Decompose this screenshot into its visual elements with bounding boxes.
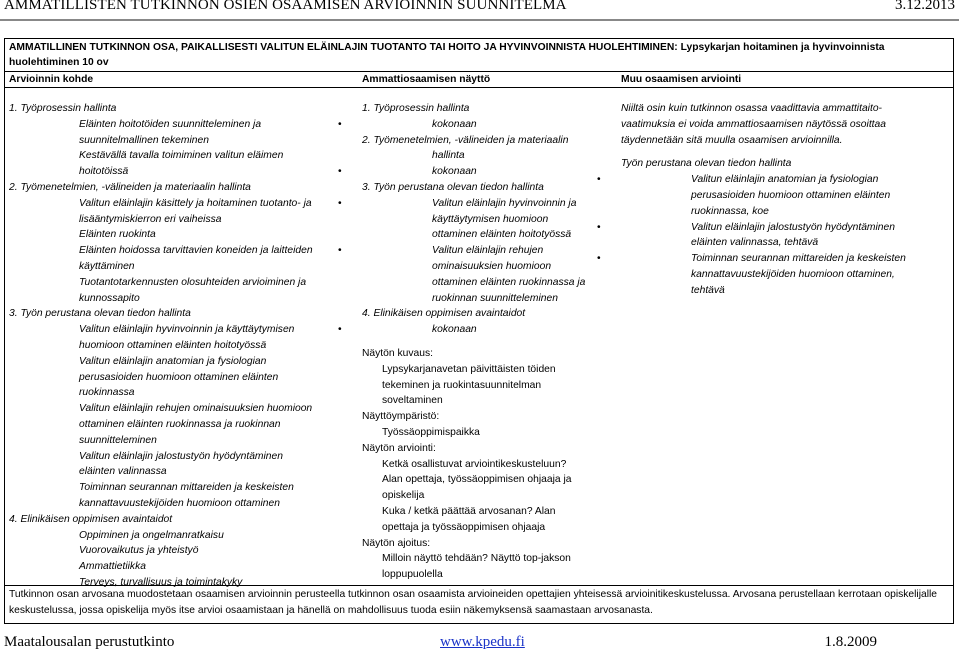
- assessment-table: [4, 38, 954, 624]
- list-item: hallinta: [432, 150, 465, 162]
- list-item: Niiltä osin kuin tutkinnon osassa vaadittavia ammattitaito-: [621, 103, 882, 114]
- list-item: ottaminen eläinten hoitotyössä: [432, 229, 572, 241]
- list-item: käyttäminen: [79, 260, 135, 272]
- list-item: [362, 338, 617, 346]
- list-item: käyttäytymisen huomioon: [432, 213, 549, 225]
- list-item: • kokonaan: [362, 164, 617, 180]
- list-item: ottaminen eläinten ruokinnassa ja ruokinnan: [79, 418, 281, 430]
- list-item: 3. Työn perustana olevan tiedon hallinta: [362, 181, 544, 193]
- list-item: suunnitteleminen: [79, 434, 157, 446]
- list-item: huomioon ottaminen eläinten hoitotyössä: [79, 339, 267, 351]
- list-item: ottaminen eläinten ruokinnassa ja: [432, 276, 586, 288]
- list-item: Näytön arviointi:: [362, 442, 436, 454]
- list-item: • Eläinten ruokinta: [9, 227, 349, 243]
- footer-link[interactable]: www.kpedu.fi: [440, 634, 525, 650]
- list-item: • Valitun eläinlajin rehujen ominaisuuksien huomioon: [9, 401, 349, 417]
- list-item: Lypsykarjanavetan päivittäisten töiden: [382, 363, 556, 375]
- list-item: eläinten valinnassa: [79, 466, 167, 478]
- page-header: [0, 0, 959, 16]
- list-item: Näytön ajoitus:: [362, 537, 431, 549]
- header-divider: [0, 19, 959, 21]
- list-item: perusasioiden huomioon ottaminen eläinten: [79, 371, 279, 383]
- list-item: ruokinnassa: [79, 387, 135, 399]
- list-item: ruokinnassa, koe: [691, 205, 769, 217]
- table-title: AMMATILLINEN TUTKINNON OSA, PAIKALLISESTI VALITUN ELÄINLAJIN TUOTANTO TAI HOITO JA HYVINVOINNISTA HUOLEHTIMINEN: Lypsykarjan hoitaminen ja hyvinvoinnista huolehtiminen 10 ov: [9, 42, 885, 68]
- col-header-target: Arvioinnin kohde: [9, 74, 94, 85]
- list-item: ruokinnan suunnitteleminen: [432, 292, 558, 304]
- list-item: suunnitelmallinen tekeminen: [79, 134, 209, 146]
- list-item: • Valitun eläinlajin käsittely ja hoitaminen tuotanto- ja: [9, 196, 349, 212]
- list-item: • Oppiminen ja ongelmanratkaisu: [9, 528, 349, 544]
- list-item: Näyttöympäristö:: [362, 411, 440, 423]
- list-item: Työssäoppimispaikka: [382, 426, 480, 438]
- list-item: tekeminen ja ruokintasuunnitelman: [382, 379, 542, 391]
- list-item: 1. Työprosessin hallinta: [362, 103, 470, 114]
- list-item: 4. Elinikäisen oppimisen avaintaidot: [9, 513, 173, 525]
- list-item: vaatimuksia ei voida ammattiosaamisen näytössä osoittaa: [621, 118, 886, 130]
- list-item: loppupuolella: [382, 569, 443, 581]
- list-item: • Valitun eläinlajin hyvinvoinnin ja käyttäytymisen: [9, 322, 349, 338]
- list-item: • kokonaan: [362, 117, 617, 133]
- footer-program: Maatalousalan perustutkinto: [4, 634, 175, 650]
- list-item: Näytön kuvaus:: [362, 347, 433, 359]
- list-item: opettaja ja työssäoppimisen ohjaaja: [382, 521, 546, 533]
- list-item: Kuka / ketkä päättää arvosanan? Alan: [382, 505, 556, 517]
- list-item: • Tuotantotarkennusten olosuhteiden arvioiminen ja: [9, 275, 349, 291]
- list-item: hoitotöissä: [79, 166, 129, 178]
- list-item: 4. Elinikäisen oppimisen avaintaidot: [362, 308, 526, 320]
- list-item: 2. Työmenetelmien, -välineiden ja materiaalin hallinta: [9, 181, 251, 193]
- list-item: • Valitun eläinlajin anatomian ja fysiologian: [9, 354, 349, 370]
- list-item: tehtävä: [691, 284, 725, 296]
- list-item: kannattavuustekijöiden huomioon ottaminen,: [691, 268, 895, 280]
- list-item: • Eläinten hoitotöiden suunnitteleminen ja: [9, 117, 349, 133]
- footer-date: 1.8.2009: [824, 634, 877, 650]
- divider: [5, 585, 953, 586]
- list-item: • Kestävällä tavalla toimiminen valitun eläimen: [9, 148, 349, 164]
- list-item: • Valitun eläinlajin jalostustyön hyödyntäminen: [9, 449, 349, 465]
- page-footer: [0, 632, 959, 656]
- divider: [5, 87, 953, 88]
- list-item: ominaisuuksien huomioon: [432, 260, 552, 272]
- list-item: • Eläinten hoidossa tarvittavien koneiden ja laitteiden: [9, 243, 349, 259]
- list-item: • Valitun eläinlajin jalostustyön hyödyntäminen: [621, 220, 951, 236]
- column-other: [621, 101, 951, 299]
- list-item: 2. Työmenetelmien, -välineiden ja materiaalin: [362, 134, 569, 146]
- list-item: • Ammattietiikka: [9, 559, 349, 575]
- list-item: • Valitun eläinlajin rehujen: [362, 243, 617, 259]
- list-item: 1. Työprosessin hallinta: [9, 103, 117, 114]
- list-item: 3. Työn perustana olevan tiedon hallinta: [9, 308, 191, 320]
- list-item: lisääntymiskierron eri vaiheissa: [79, 213, 222, 225]
- list-item: perusasioiden huomioon ottaminen eläinten: [691, 189, 891, 201]
- col-header-demonstration: Ammattiosaamisen näyttö: [362, 74, 491, 85]
- list-item: täydennetään sitä muulla osaamisen arvioinnilla.: [621, 134, 843, 146]
- list-item: • Toiminnan seurannan mittareiden ja keskeisten: [621, 251, 951, 267]
- list-item: Alan opettaja, työssäoppimisen ohjaaja ja: [382, 474, 572, 486]
- list-item: • Vuorovaikutus ja yhteistyö: [9, 543, 349, 559]
- divider: [5, 71, 953, 72]
- grading-note: Tutkinnon osan arvosana muodostetaan osaamisen arvioinnin perusteella tutkinnon osan osaamista arvioineiden opettajien yhteisessä arvioinitikeskustelussa. Arvosana perustellaan kerrotaan opiskelijalle keskustelussa, jossa opiskelija myös itse arvioi osaamistaan ja hänellä on mahdollisuus tuoda esiin näkemyksensä saamastaan arvosanasta.: [9, 589, 938, 616]
- list-item: eläinten valinnassa, tehtävä: [691, 237, 819, 249]
- header-date: 3.12.2013: [895, 0, 955, 13]
- list-item: • Terveys, turvallisuus ja toimintakyky: [9, 575, 349, 591]
- list-item: kunnossapito: [79, 292, 140, 304]
- column-target: [9, 101, 349, 591]
- list-item: opiskelija: [382, 490, 425, 502]
- list-item: • Valitun eläinlajin hyvinvoinnin ja: [362, 196, 617, 212]
- list-item: • Valitun eläinlajin anatomian ja fysiologian: [621, 172, 951, 188]
- list-item: Ketkä osallistuvat arviointikeskusteluun?: [382, 458, 567, 470]
- header-title: AMMATILLISTEN TUTKINNON OSIEN OSAAMISEN ARVIOINNIN SUUNNITELMA: [4, 0, 567, 13]
- list-item: soveltaminen: [382, 395, 443, 407]
- list-item: [621, 148, 951, 156]
- col-header-other: Muu osaamisen arviointi: [621, 74, 742, 85]
- list-item: • kokonaan: [362, 322, 617, 338]
- column-demonstration: [362, 101, 617, 583]
- list-item: • Toiminnan seurannan mittareiden ja keskeisten: [9, 480, 349, 496]
- list-item: Työn perustana olevan tiedon hallinta: [621, 158, 792, 170]
- list-item: kannattavuustekijöiden huomioon ottaminen: [79, 497, 280, 509]
- list-item: Milloin näyttö tehdään? Näyttö top-jakson: [382, 553, 571, 565]
